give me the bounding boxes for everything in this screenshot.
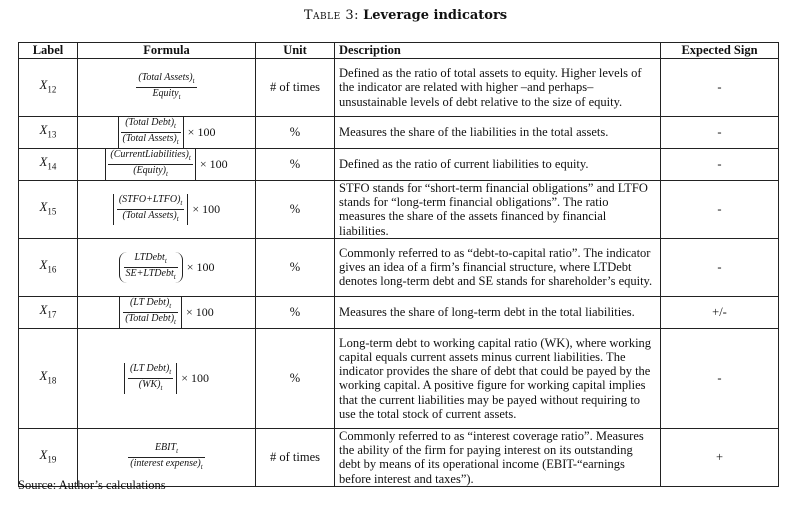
formula-fraction <box>121 117 181 148</box>
label-base: X <box>39 78 48 93</box>
row-expected-sign: - <box>661 59 779 117</box>
row-formula <box>78 238 256 296</box>
numerator-subscript: t <box>188 154 191 162</box>
denominator-subscript: t <box>176 214 179 223</box>
row-unit: % <box>256 181 335 239</box>
row-label <box>19 238 78 296</box>
formula-fraction <box>128 363 173 394</box>
label-base: X <box>39 123 48 138</box>
row-formula <box>78 149 256 181</box>
leverage-table <box>18 42 779 487</box>
label-subscript: 17 <box>47 309 57 320</box>
numerator-subscript: t <box>169 367 172 376</box>
row-unit: # of times <box>256 428 335 486</box>
numerator-text: (Total Debt) <box>125 117 175 128</box>
formula-bracket <box>118 117 184 148</box>
row-expected-sign: + <box>661 428 779 486</box>
numerator-subscript: t <box>164 256 167 265</box>
denominator-subscript: t <box>166 170 168 178</box>
numerator-text: EBIT <box>154 441 177 453</box>
row-unit: % <box>256 296 335 328</box>
row-expected-sign: - <box>661 238 779 296</box>
formula-numerator <box>136 72 196 88</box>
label-subscript: 19 <box>47 454 57 465</box>
row-unit: % <box>256 238 335 296</box>
row-description: Measures the share of long-term debt in the total liabilities. <box>335 296 661 328</box>
formula-numerator <box>117 194 185 210</box>
formula-bracket <box>113 194 189 225</box>
row-description: Commonly referred to as “debt-to-capital ratio”. The indicator gives an idea of a firm’s financial structure, where LTDebt denotes long-term debt and SE stands for shareholder’s equity. <box>335 238 661 296</box>
header-unit: Unit <box>256 43 335 59</box>
denominator-subscript: t <box>173 272 176 281</box>
formula-bracket <box>119 252 183 283</box>
numerator-text: (LT Debt) <box>129 362 170 374</box>
numerator-text: (LT Debt) <box>129 296 170 308</box>
row-formula <box>78 59 256 117</box>
header-formula: Formula <box>78 43 256 59</box>
denominator-subscript: t <box>200 462 203 471</box>
denominator-subscript: t <box>178 93 181 101</box>
denominator-text: (WK) <box>138 378 161 390</box>
formula-multiplier: × 100 <box>181 370 210 385</box>
row-expected-sign: - <box>661 328 779 428</box>
denominator-text: (Total Debt) <box>125 312 175 324</box>
table-row <box>19 149 779 181</box>
formula-fraction <box>123 297 178 328</box>
formula-fraction <box>108 149 192 180</box>
formula-denominator <box>117 210 185 225</box>
formula-denominator <box>128 379 173 394</box>
formula-denominator <box>123 313 178 328</box>
table-row <box>19 238 779 296</box>
numerator-text: LTDebt <box>134 251 165 263</box>
source-note: Source: Author’s calculations <box>18 478 166 492</box>
formula-fraction <box>128 442 204 473</box>
label-subscript: 13 <box>47 129 57 140</box>
row-description: Commonly referred to as “interest coverage ratio”. Measures the ability of the firm for paying interest on its outstanding debt by means of its operational income (EBIT-“earnings before interest and taxes”). <box>335 428 661 486</box>
row-formula <box>78 117 256 149</box>
label-subscript: 14 <box>47 161 57 172</box>
row-label <box>19 328 78 428</box>
label-base: X <box>39 155 48 170</box>
formula-numerator <box>128 442 204 458</box>
formula-bracket <box>105 149 195 180</box>
formula-fraction <box>136 72 196 103</box>
row-label <box>19 59 78 117</box>
denominator-text: (Total Assets) <box>122 209 177 221</box>
label-base: X <box>39 447 48 462</box>
numerator-subscript: t <box>192 77 195 85</box>
label-subscript: 12 <box>47 84 57 95</box>
denominator-text: (Equity) <box>133 165 166 176</box>
label-base: X <box>39 257 48 272</box>
formula-multiplier: × 100 <box>192 201 221 216</box>
formula-denominator <box>121 133 181 148</box>
numerator-subscript: t <box>176 446 179 455</box>
table-caption <box>0 8 811 23</box>
formula-numerator <box>124 252 178 268</box>
table-row <box>19 181 779 239</box>
formula-multiplier: × 100 <box>185 304 214 319</box>
table-row <box>19 59 779 117</box>
formula-numerator <box>128 363 173 379</box>
label-base: X <box>39 302 48 317</box>
row-unit: % <box>256 117 335 149</box>
formula-denominator <box>124 268 178 283</box>
row-label <box>19 296 78 328</box>
row-label <box>19 117 78 149</box>
numerator-subscript: t <box>174 122 176 130</box>
row-label <box>19 181 78 239</box>
table-row <box>19 117 779 149</box>
row-formula <box>78 181 256 239</box>
row-description: Defined as the ratio of current liabilities to equity. <box>335 149 661 181</box>
numerator-subscript: t <box>169 301 172 310</box>
header-description: Description <box>335 43 661 59</box>
numerator-text: (Total Assets) <box>138 72 193 83</box>
formula-bracket <box>124 363 177 394</box>
row-description: STFO stands for “short-term financial obligations” and LTFO stands for “long-term financial obligations”. The ratio measures the share of the assets financed by financial liabilities. <box>335 181 661 239</box>
header-expected-sign: Expected Sign <box>661 43 779 59</box>
formula-bracket <box>119 297 182 328</box>
label-subscript: 18 <box>47 375 57 386</box>
label-base: X <box>39 200 48 215</box>
numerator-text: (STFO+LTFO) <box>118 193 181 205</box>
row-expected-sign: +/- <box>661 296 779 328</box>
label-subscript: 16 <box>47 264 57 275</box>
numerator-subscript: t <box>180 198 183 207</box>
row-unit: % <box>256 328 335 428</box>
formula-denominator <box>136 88 196 103</box>
caption-title: Leverage indicators <box>363 8 508 23</box>
formula-numerator <box>121 117 181 133</box>
row-description: Long-term debt to working capital ratio (WK), where working capital equals current assets minus current liabilities. The indicator provides the share of debt that could be payed by the working capital. A positive figure for working capital implies that the current liabilities may be payed without requiring to use the total stock of current assets. <box>335 328 661 428</box>
caption-label: Table 3: <box>303 8 359 23</box>
row-expected-sign: - <box>661 117 779 149</box>
numerator-text: (CurrentLiabilities) <box>110 149 189 160</box>
table-row <box>19 328 779 428</box>
row-unit: % <box>256 149 335 181</box>
formula-fraction <box>117 194 185 225</box>
label-subscript: 15 <box>47 206 57 217</box>
denominator-text: Equity <box>152 88 179 99</box>
header-label: Label <box>19 43 78 59</box>
denominator-text: (Total Assets) <box>122 133 177 144</box>
row-formula <box>78 296 256 328</box>
header-row <box>19 43 779 59</box>
row-expected-sign: - <box>661 181 779 239</box>
denominator-subscript: t <box>174 317 176 326</box>
denominator-text: (interest expense) <box>130 457 201 469</box>
row-unit: # of times <box>256 59 335 117</box>
formula-numerator <box>123 297 178 313</box>
formula-fraction <box>124 252 178 283</box>
denominator-subscript: t <box>176 138 179 146</box>
row-formula <box>78 328 256 428</box>
row-expected-sign: - <box>661 149 779 181</box>
denominator-subscript: t <box>160 383 163 392</box>
row-description: Defined as the ratio of total assets to equity. Higher levels of the indicator are related with higher –and perhaps– unsustainable levels of debt relative to the size of equity. <box>335 59 661 117</box>
formula-multiplier: × 100 <box>186 259 215 274</box>
formula-multiplier: × 100 <box>187 125 216 139</box>
formula-numerator <box>108 149 192 165</box>
row-label <box>19 149 78 181</box>
denominator-text: SE+LTDebt <box>125 267 174 279</box>
row-description: Measures the share of the liabilities in the total assets. <box>335 117 661 149</box>
formula-multiplier: × 100 <box>199 157 228 171</box>
formula-denominator <box>128 458 204 473</box>
label-base: X <box>39 368 48 383</box>
table-row <box>19 296 779 328</box>
formula-denominator <box>108 165 192 180</box>
